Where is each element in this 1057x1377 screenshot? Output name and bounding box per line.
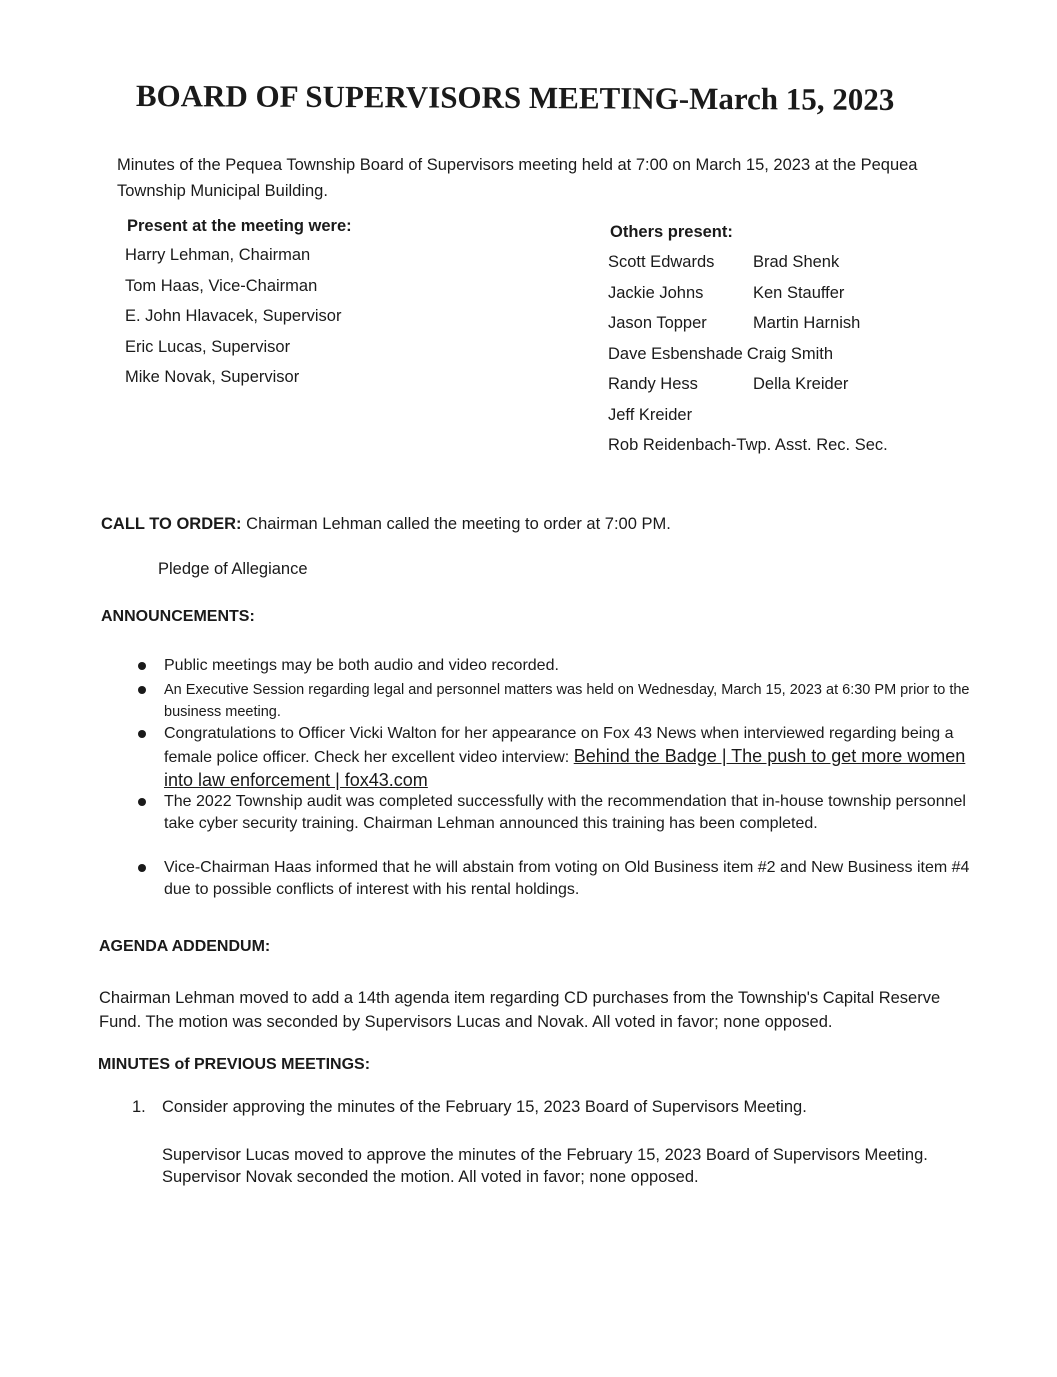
announcement-text: Vice-Chairman Haas informed that he will abstain from voting on Old Business item #2 and New Business item #4 due to possible conflicts of interest with his rental holdings.: [164, 859, 970, 898]
others-name: Ken Stauffer: [753, 283, 845, 302]
others-name: Dave Esbenshade: [608, 344, 743, 363]
bullet-icon: [138, 686, 146, 694]
agenda-addendum-text: Chairman Lehman moved to add a 14th agenda item regarding CD purchases from the Township's Capital Reserve Fund. The motion was seconded by Supervisors Lucas and Novak. All voted in favor; none opposed.: [99, 989, 941, 1031]
list-item: [136, 857, 981, 901]
present-member: E. John Hlavacek, Supervisor: [125, 307, 342, 325]
list-item: [136, 723, 981, 791]
others-name: Della Kreider: [753, 375, 849, 393]
pledge-text: Pledge of Allegiance: [158, 560, 308, 578]
announcements-heading: ANNOUNCEMENTS:: [101, 608, 255, 625]
others-list: [608, 253, 888, 467]
others-name: Martin Harnish: [753, 314, 861, 332]
others-name: Jeff Kreider: [608, 405, 693, 424]
list-item: [136, 679, 981, 723]
announcement-text: Congratulations to Officer Vicki Walton for her appearance on Fox 43 News when interviewed regarding being a female police officer. Check her excellent video interview:: [164, 725, 954, 766]
call-to-order-label: CALL TO ORDER:: [101, 515, 242, 533]
call-to-order: [101, 515, 671, 534]
bullet-icon: [138, 798, 146, 806]
present-heading: Present at the meeting were:: [127, 217, 352, 235]
bullet-icon: [138, 864, 146, 872]
others-footer: Rob Reidenbach-Twp. Asst. Rec. Sec.: [608, 436, 888, 454]
present-list: [125, 246, 341, 399]
others-name: Scott Edwards: [608, 253, 715, 271]
item-text: Consider approving the minutes of the February 15, 2023 Board of Supervisors Meeting.: [162, 1098, 807, 1116]
present-member: Harry Lehman, Chairman: [125, 246, 311, 264]
fox43-link[interactable]: Behind the Badge | The push to get more women into law enforcement | fox43.com: [164, 746, 966, 790]
others-heading: Others present:: [610, 223, 733, 241]
others-row: [608, 314, 888, 345]
others-row: [608, 253, 888, 284]
list-item: [136, 655, 981, 677]
others-name: Brad Shenk: [753, 253, 840, 271]
announcement-text: The 2022 Township audit was completed successfully with the recommendation that in-house township personnel take cyber security training. Chairman Lehman announced this training has been completed.: [164, 793, 966, 832]
page-title: BOARD OF SUPERVISORS MEETING-March 15, 2023: [135, 78, 895, 117]
others-row: [608, 284, 888, 315]
item-number: 1.: [132, 1098, 146, 1116]
announcement-text: Public meetings may be both audio and video recorded.: [164, 657, 559, 674]
announcement-text: An Executive Session regarding legal and personnel matters was held on Wednesday, March 15, 2023 at 6:30 PM prior to the business meeting.: [164, 682, 970, 720]
bullet-icon: [138, 730, 146, 738]
others-footer-row: [608, 436, 888, 467]
bullet-icon: [138, 662, 146, 670]
others-name: Jackie Johns: [608, 283, 704, 302]
others-row: [608, 345, 888, 376]
others-row: [608, 375, 888, 406]
announcements-list: [136, 655, 981, 901]
others-name: Randy Hess: [608, 375, 698, 393]
others-name: Jason Topper: [608, 314, 707, 332]
list-item: [136, 791, 981, 857]
present-member: Eric Lucas, Supervisor: [125, 337, 291, 356]
others-name: Craig Smith: [746, 344, 834, 363]
motion-text: Supervisor Lucas moved to approve the minutes of the February 15, 2023 Board of Supervisors Meeting. Supervisor Novak seconded the motion. All voted in favor; none opposed.: [162, 1146, 928, 1186]
agenda-addendum-heading: AGENDA ADDENDUM:: [99, 938, 271, 955]
call-to-order-text: Chairman Lehman called the meeting to order at 7:00 PM.: [246, 515, 671, 533]
present-member: Mike Novak, Supervisor: [125, 368, 300, 386]
others-row: [608, 406, 888, 437]
intro-paragraph: Minutes of the Pequea Township Board of Supervisors meeting held at 7:00 on March 15, 2023 at the Pequea Township Municipal Building.: [117, 156, 918, 200]
minutes-heading: MINUTES of PREVIOUS MEETINGS:: [98, 1056, 371, 1073]
present-member: Tom Haas, Vice-Chairman: [125, 276, 318, 295]
